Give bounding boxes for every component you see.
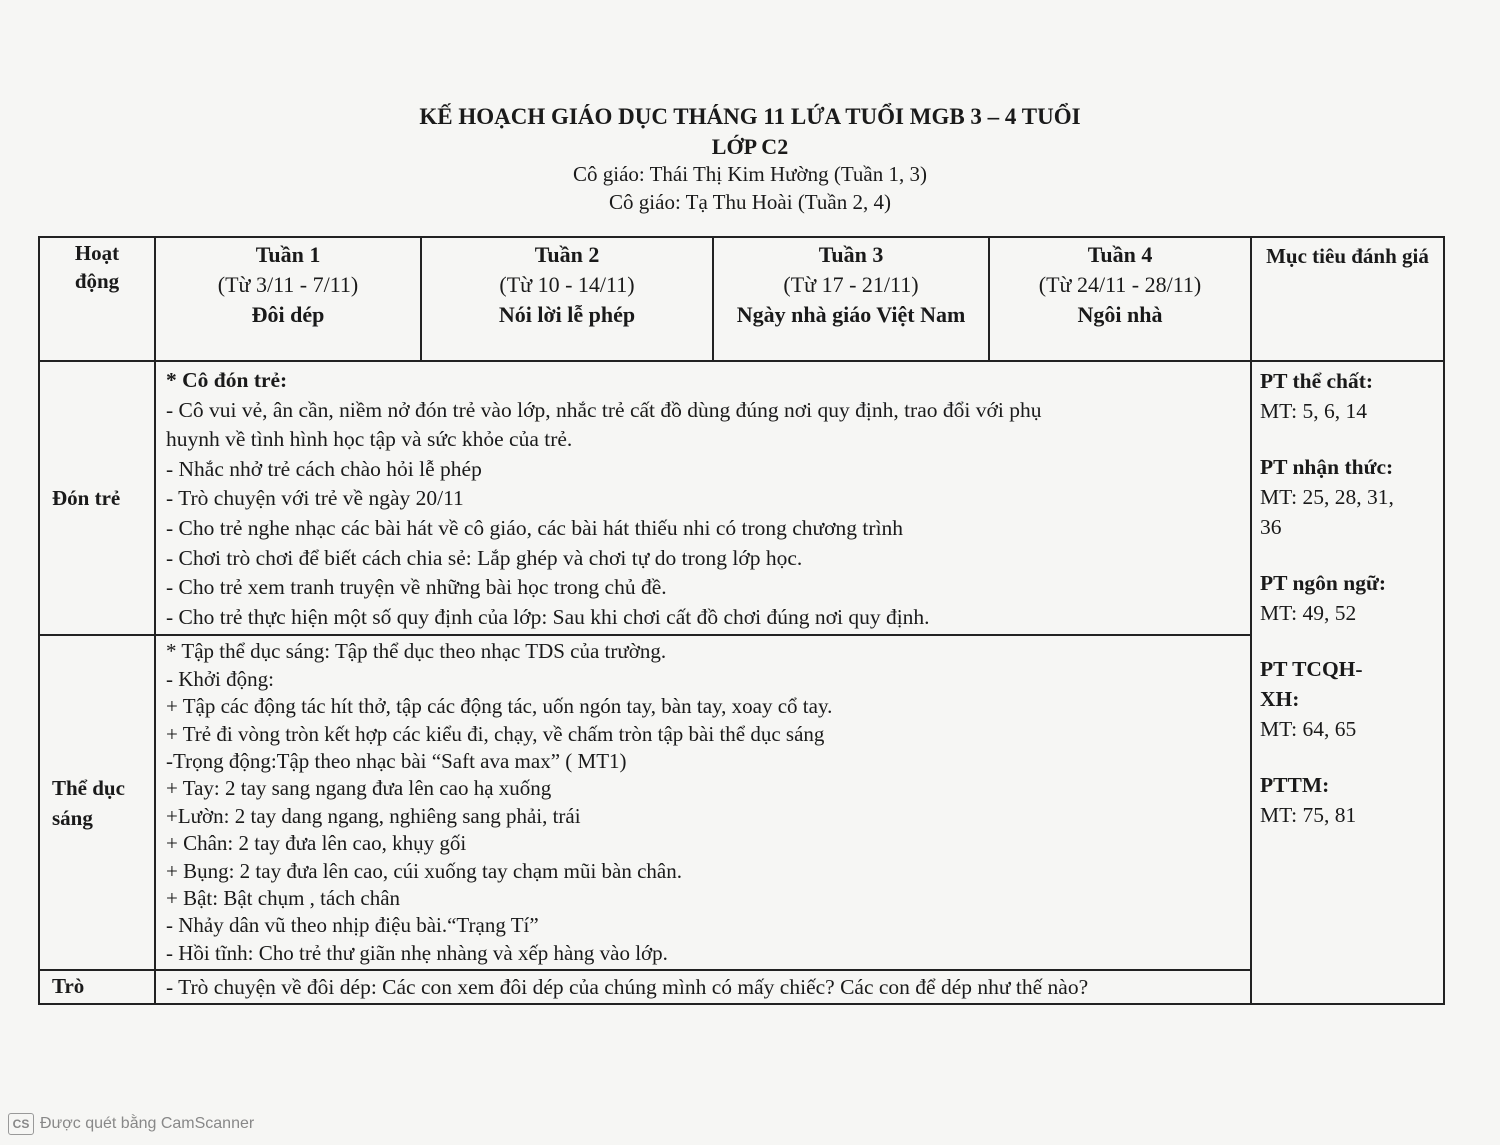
goal-social: PT TCQH- XH: MT: 64, 65 [1260, 657, 1363, 741]
activity-tro: Trò [39, 970, 155, 1004]
week-3-header: Tuần 3 (Từ 17 - 21/11) Ngày nhà giáo Việt Nam [713, 237, 989, 361]
camscanner-watermark [8, 1113, 254, 1135]
content-line: - Nhắc nhở trẻ cách chào hỏi lễ phép [166, 456, 482, 481]
week-1-header: Tuần 1 (Từ 3/11 - 7/11) Đôi dép [155, 237, 421, 361]
goal-physical: PT thể chất: MT: 5, 6, 14 [1260, 369, 1374, 423]
content-line: * Cô đón trẻ: [166, 368, 288, 392]
content-line: huynh về tình hình học tập và sức khỏe của trẻ. [166, 427, 573, 452]
table-row-the-duc-sang [39, 635, 1444, 970]
content-line: + Bật: Bật chụm , tách chân [166, 886, 401, 910]
content-line: - Cho trẻ nghe nhạc các bài hát về cô giáo, các bài hát thiếu nhi có trong chương trình [166, 515, 904, 540]
goal-header: Mục tiêu đánh giá [1251, 237, 1444, 361]
content-line: - Cô vui vẻ, ân cần, niềm nở đón trẻ vào lớp, nhắc trẻ cất đồ dùng đúng nơi quy định, trao đổi với phụ [166, 397, 1042, 422]
activity-don-tre: Đón trẻ [39, 361, 155, 635]
content-line: + Tay: 2 tay sang ngang đưa lên cao hạ xuống [166, 776, 552, 801]
goal-cognitive: PT nhận thức: MT: 25, 28, 31, 36 [1260, 455, 1394, 539]
content-line: +Lườn: 2 tay dang ngang, nghiêng sang phải, trái [166, 803, 581, 828]
table-row-don-tre [39, 361, 1444, 635]
week-4-header: Tuần 4 (Từ 24/11 - 28/11) Ngôi nhà [989, 237, 1251, 361]
content-line: + Bụng: 2 tay đưa lên cao, cúi xuống tay chạm mũi bàn chân. [166, 858, 683, 883]
content-line: - Trò chuyện về đôi dép: Các con xem đôi dép của chúng mình có mấy chiếc? Các con để dép như thế nào? [166, 975, 1089, 1000]
content-line: - Cho trẻ thực hiện một số quy định của lớp: Sau khi chơi cất đồ chơi đúng nơi quy định. [166, 604, 930, 629]
content-line: + Chân: 2 tay đưa lên cao, khụy gối [166, 831, 467, 856]
content-line: - Trò chuyện với trẻ về ngày 20/11 [166, 486, 464, 511]
teacher-1: Cô giáo: Thái Thị Kim Hường (Tuần 1, 3) [572, 162, 928, 186]
content-tro [155, 970, 1251, 1004]
content-line: - Nhảy dân vũ theo nhịp điệu bài.“Trạng Tí” [166, 913, 539, 938]
goal-language: PT ngôn ngữ: MT: 49, 52 [1260, 571, 1387, 625]
education-plan-table [38, 236, 1445, 1005]
table-header-row [39, 237, 1444, 361]
document-title: KẾ HOẠCH GIÁO DỤC THÁNG 11 LỨA TUỔI MGB 3 – 4 TUỔI [419, 104, 1081, 129]
content-line: * Tập thể dục sáng: Tập thể dục theo nhạc TDS của trường. [166, 639, 667, 664]
content-line: - Hồi tĩnh: Cho trẻ thư giãn nhẹ nhàng và xếp hàng vào lớp. [166, 940, 668, 965]
goals-column [1251, 361, 1444, 1004]
content-line: + Tập các động tác hít thở, tập các động tác, uốn ngón tay, bàn tay, xoay cổ tay. [166, 694, 833, 719]
class-name: LỚP C2 [711, 134, 789, 159]
content-don-tre [155, 361, 1251, 635]
watermark-text: Được quét bằng CamScanner [40, 1115, 255, 1132]
table-row-tro [39, 970, 1444, 1004]
teacher-2: Cô giáo: Tạ Thu Hoài (Tuần 2, 4) [609, 190, 891, 214]
content-line: - Cho trẻ xem tranh truyện về những bài học trong chủ đề. [166, 575, 667, 600]
week-2-header: Tuần 2 (Từ 10 - 14/11) Nói lời lễ phép [421, 237, 713, 361]
content-line: - Khởi động: [166, 666, 274, 691]
content-line: -Trọng động:Tập theo nhạc bài “Saft ava max” ( MT1) [166, 748, 627, 773]
camscanner-logo-icon: CS [8, 1113, 34, 1135]
content-the-duc-sang [155, 635, 1251, 970]
content-line: + Trẻ đi vòng tròn kết hợp các kiểu đi, chạy, về chấm tròn tập bài thể dục sáng [166, 721, 825, 746]
activity-the-duc-sang: Thể dục sáng [39, 635, 155, 970]
activity-header: Hoạt động [39, 237, 155, 361]
content-line: - Chơi trò chơi để biết cách chia sẻ: Lắp ghép và chơi tự do trong lớp học. [166, 545, 803, 570]
goal-aesthetic: PTTM: MT: 75, 81 [1260, 773, 1357, 827]
